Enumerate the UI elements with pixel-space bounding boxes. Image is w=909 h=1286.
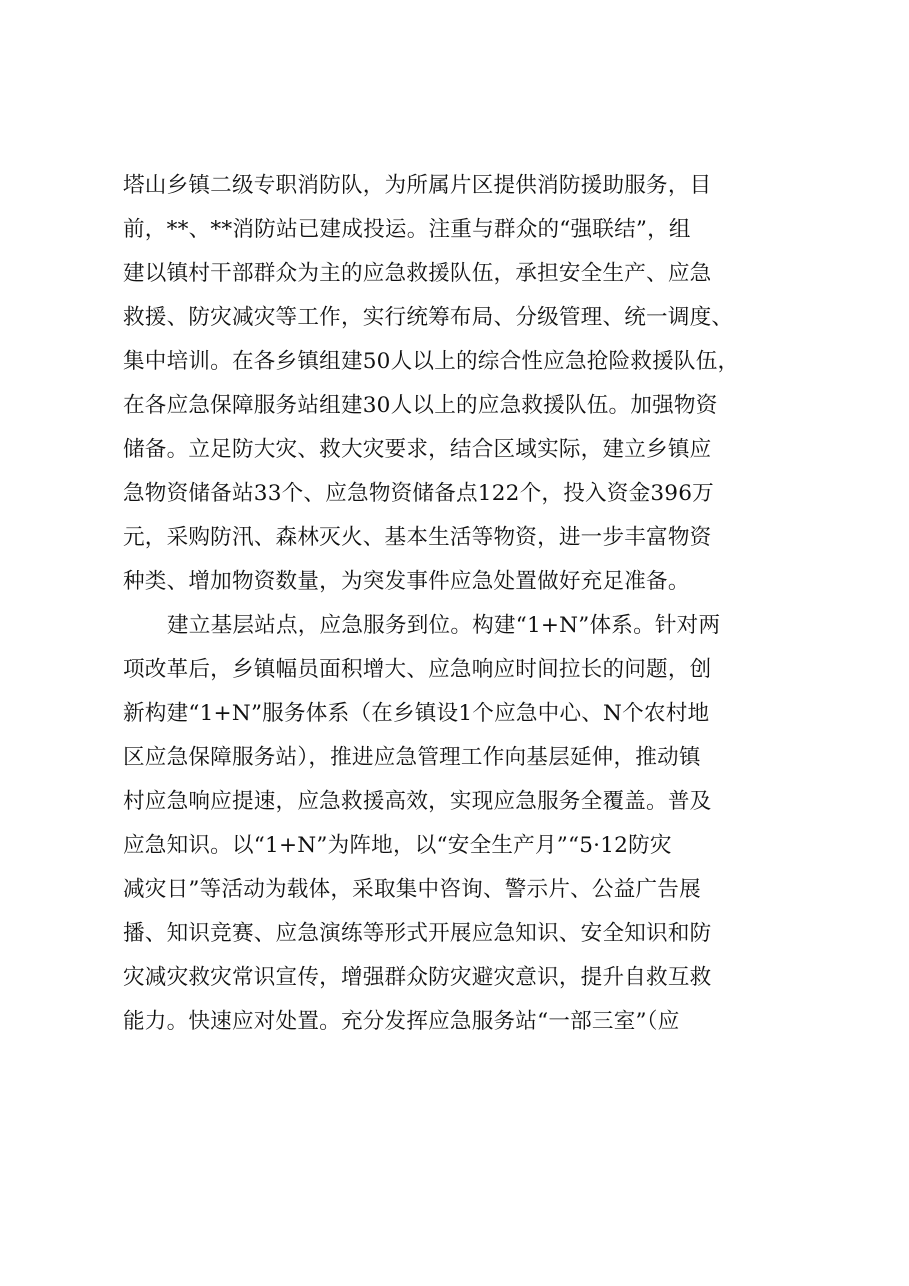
text-line: 塔山乡镇二级专职消防队，为所属片区提供消防援助服务，目	[123, 173, 712, 198]
text-line: 减灾日”等活动为载体，采取集中咨询、警示片、公益广告展	[123, 877, 701, 902]
text-line: 救援、防灾减灾等工作，实行统筹布局、分级管理、统一调度、	[123, 305, 734, 330]
text-line: 储备。立足防大灾、救大灾要求，结合区域实际，建立乡镇应	[123, 437, 712, 462]
text-line: 集中培训。在各乡镇组建50人以上的综合性应急抢险救援队伍，	[123, 349, 740, 374]
text-line: 能力。快速应对处置。充分发挥应急服务站“一部三室”（应	[123, 1009, 680, 1034]
text-line: 种类、增加物资数量，为突发事件应急处置做好充足准备。	[123, 569, 690, 594]
text-line: 区应急保障服务站），推进应急管理工作向基层延伸，推动镇	[123, 745, 701, 770]
text-line: 播、知识竞赛、应急演练等形式开展应急知识、安全知识和防	[123, 921, 712, 946]
text-line: 建以镇村干部群众为主的应急救援队伍，承担安全生产、应急	[123, 261, 712, 286]
body-text	[123, 164, 803, 1044]
text-line: 前，**、**消防站已建成投运。注重与群众的“强联结”，组	[123, 217, 691, 242]
text-line: 应急知识。以“1+N”为阵地，以“安全生产月”“5·12防灾	[123, 833, 672, 858]
text-line: 村应急响应提速，应急救援高效，实现应急服务全覆盖。普及	[123, 789, 712, 814]
text-line: 元，采购防汛、森林灭火、基本生活等物资，进一步丰富物资	[123, 525, 712, 550]
text-line: 在各应急保障服务站组建30人以上的应急救援队伍。加强物资	[123, 393, 718, 418]
text-line: 灾减灾救灾常识宣传，增强群众防灾避灾意识，提升自救互救	[123, 965, 712, 990]
text-line: 新构建“1+N”服务体系（在乡镇设1个应急中心、N个农村地	[123, 701, 710, 726]
text-line: 急物资储备站33个、应急物资储备点122个，投入资金396万	[123, 481, 714, 506]
text-line: 项改革后，乡镇幅员面积增大、应急响应时间拉长的问题，创	[123, 657, 712, 682]
paragraph-first-line: 建立基层站点，应急服务到位。构建“1+N”体系。针对两	[167, 613, 721, 638]
